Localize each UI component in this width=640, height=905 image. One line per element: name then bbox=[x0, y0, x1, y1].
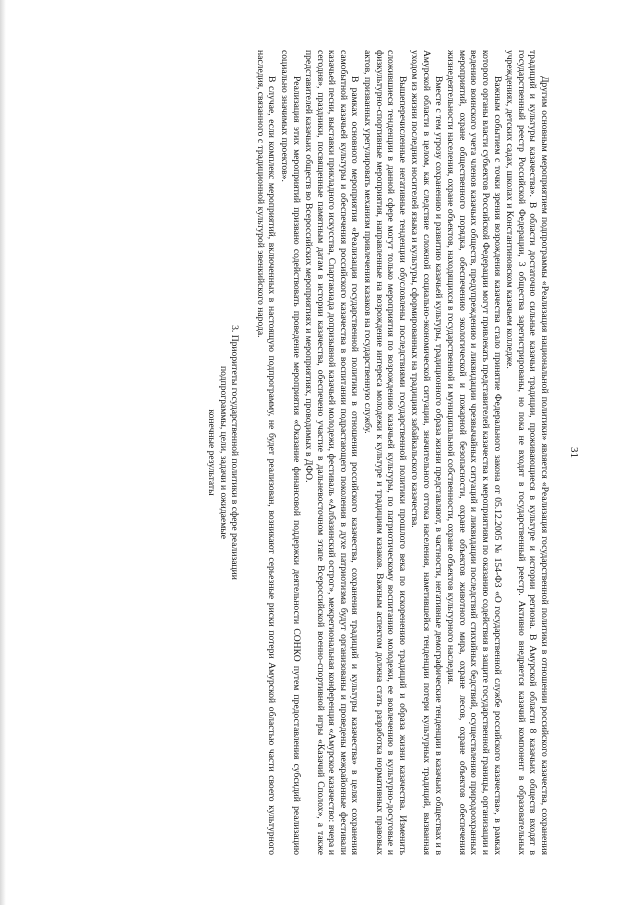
paragraph-4: Вышеперечисленные негативные тенденции обусловлены последствиями государственной политики прошлого века по искоренению традиций и образа жизни казачества. Изменить сложившиеся тенденции в данной сфере могут только мероприятия по возрождению казачьей культуры, по патриотическому воспитанию молодежи, ее вовлечению в культурно-досуговые и физкультурно-спортивные мероприятия, направленные на возрождение интереса молодежи к культуре и традициям казаков. Важным аспектом должна стать разработка нормативных правовых актов, призванных урегулировать механизм привлечения казаков на государственную службу. bbox=[362, 50, 408, 855]
paragraph-6: Реализация этих мероприятий призвано содействовать проведение мероприятия «Оказание финансовой поддержки деятельности СОНКО путем предоставления субсидий реализацию социально значимых проектов». bbox=[278, 50, 302, 855]
page-number: 31 bbox=[568, 447, 580, 458]
section-heading-line-1: 3. Приоритеты государственной политики в сфере реализации bbox=[229, 325, 241, 580]
paragraph-7: В случае, если комплекс мероприятий, включенных в настоящую подпрограмму, не будет реализован, возникают серьезные риски потери Амурской областью части своего культурного наследия, связанного с традиционной культурой эвенкийского народа. bbox=[254, 50, 278, 855]
rotated-content bbox=[60, 50, 580, 855]
paragraph-3: Вместе с тем угрозу сохранению и развитию казачьей культуры, традиционного образа жизни представляют, в частности, негативные демографические тенденции в казачьих обществах и в Амурской области в целом, как следствие сложной социально-экономической ситуации, значительного оттока населения, наметившейся тенденции потери культурных традиций, вызванная уходом из жизни последних носителей языка и культуры, сформированных на традициях забайкальского казачества. bbox=[409, 50, 444, 855]
section-heading-line-2: подпрограммы, цели, задачи и ожидаемые bbox=[217, 366, 229, 539]
section-heading bbox=[205, 50, 240, 855]
paragraph-2: Важным событием с точки зрения возрождения казачества стало принятие Федерального закона от 05.12.2005 № 154-ФЗ «О государственной службе российского казачества», в рамках которого органы власти субъектов Российской Федерации могут привлекать представителей казачества к мероприятиям по оказанию содействия в защите государственной границы, организации и ведению воинского учета членов казачьих обществ, предупреждению и ликвидации чрезвычайных ситуаций и ликвидации последствий стихийных бедствий, осуществлению природоохранных мероприятий, охране общественного порядка, обеспечению экологической и пожарной безопасности, охране объектов животного мира, охране лесов, охране объектов обеспечения жизнедеятельности населения, охране объектов, находящихся в государственной и муниципальной собственности, охране объектов культурного наследия. bbox=[445, 50, 503, 855]
body-text bbox=[205, 50, 550, 855]
paragraph-5: В рамках основного мероприятия «Реализация государственной политики в отношении российского казачества, сохранения традиций и культуры казачества» в целях сохранения самобытной казачьей культуры и обеспечения российского казачества в воспитании подрастающего поколения в духе патриотизма будут организованы и проведены межрайонные фестивали казачьей песни, выставки прикладного искусства, Спартакиада допризывной казачьей молодежи, фестиваль «Албазинский острог», межрегиональная конференция «Амурское казачество: вчера и сегодня», праздники, посвященные памятным датам в истории казачества, обеспечено участие в дальневосточном этапе Всероссийской военно-спортивной игры «Казачий Сполох», а также представителей казачьих обществ во Всероссийских мероприятиях и мероприятиях, проводимых в ДФО. bbox=[303, 50, 361, 855]
scan-edge-shadow bbox=[0, 0, 6, 905]
paragraph-1: Другим основным мероприятием подпрограммы «Реализация национальной политики» является «Реализация государственной политики в отношении российского казачества, сохранения традиций и культуры казачества». В области достаточно сильные казачьи традиции, проживающиеся в культуре и истории региона. В Амурской области 8 казачьих обществ входят в государственный реестр Российской Федерации, 3 общества зарегистрированы, но пока не входят в государственный реестр. Активно внедряется казачий компонент в образовательных учреждениях, детских садах, школах и Константиновском казачьем колледже. bbox=[504, 50, 550, 855]
section-heading-line-3: конечные результаты bbox=[205, 409, 217, 496]
